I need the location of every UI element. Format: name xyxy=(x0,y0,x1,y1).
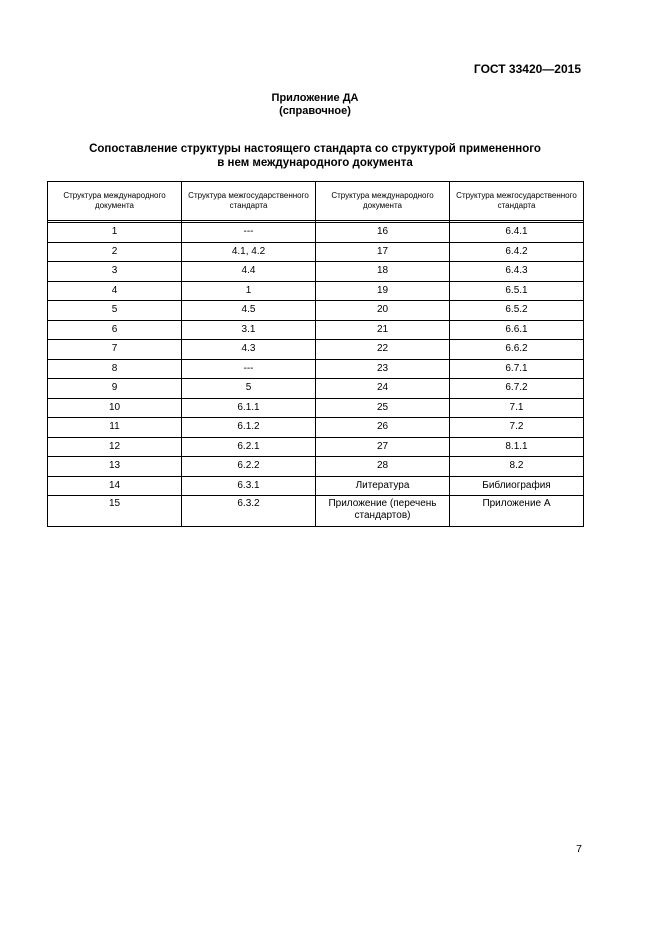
table-cell: 15 xyxy=(48,496,182,527)
table-cell: 9 xyxy=(48,379,182,399)
table-cell: 4.4 xyxy=(182,262,316,282)
header-intl-structure-2: Структура международного документа xyxy=(316,182,450,221)
table-cell: 28 xyxy=(316,457,450,477)
table-cell: 6.7.2 xyxy=(450,379,584,399)
table-cell: 20 xyxy=(316,301,450,321)
table-cell: 4 xyxy=(48,281,182,301)
table-cell: 26 xyxy=(316,418,450,438)
table-cell: 6.7.1 xyxy=(450,359,584,379)
table-title-line-2: в нем международного документа xyxy=(217,157,413,169)
table-row xyxy=(48,242,584,262)
table-body xyxy=(48,223,584,527)
table-cell: 8.1.1 xyxy=(450,437,584,457)
structure-comparison-table xyxy=(47,181,584,527)
table-cell: 6.5.1 xyxy=(450,281,584,301)
table-cell: 7.2 xyxy=(450,418,584,438)
table-cell: 3.1 xyxy=(182,320,316,340)
table-cell: 8 xyxy=(48,359,182,379)
table-row xyxy=(48,418,584,438)
header-interstate-structure-1: Структура межгосударственного стандарта xyxy=(182,182,316,221)
table-cell: Приложение А xyxy=(450,496,584,527)
table-row xyxy=(48,437,584,457)
table-cell: 6.4.1 xyxy=(450,223,584,243)
table-cell: 19 xyxy=(316,281,450,301)
table-cell: 12 xyxy=(48,437,182,457)
table-cell: 6.2.2 xyxy=(182,457,316,477)
table-cell: 7.1 xyxy=(450,398,584,418)
table-title xyxy=(0,142,630,170)
table-cell: 6.6.2 xyxy=(450,340,584,360)
table-cell: 6.6.1 xyxy=(450,320,584,340)
table-cell: 23 xyxy=(316,359,450,379)
table-cell: 8.2 xyxy=(450,457,584,477)
table-row xyxy=(48,340,584,360)
table-row xyxy=(48,359,584,379)
table-cell: 27 xyxy=(316,437,450,457)
table-cell: 25 xyxy=(316,398,450,418)
table-cell: 13 xyxy=(48,457,182,477)
table-cell: 11 xyxy=(48,418,182,438)
table-cell: 7 xyxy=(48,340,182,360)
table-cell: 22 xyxy=(316,340,450,360)
table-cell: 6.3.2 xyxy=(182,496,316,527)
table-cell: 3 xyxy=(48,262,182,282)
header-intl-structure-1: Структура международного документа xyxy=(48,182,182,221)
table-cell: 2 xyxy=(48,242,182,262)
table-cell: 6.4.2 xyxy=(450,242,584,262)
table-cell: 6.4.3 xyxy=(450,262,584,282)
document-code: ГОСТ 33420—2015 xyxy=(473,62,581,76)
appendix-title: Приложение ДА xyxy=(271,92,359,104)
table-row xyxy=(48,262,584,282)
table-cell: --- xyxy=(182,223,316,243)
table-cell: 21 xyxy=(316,320,450,340)
table-cell: 14 xyxy=(48,476,182,496)
table-cell: Библиография xyxy=(450,476,584,496)
table-cell: 1 xyxy=(182,281,316,301)
table-title-line-1: Сопоставление структуры настоящего стандарта со структурой примененного xyxy=(89,143,541,155)
table-cell: 5 xyxy=(48,301,182,321)
table-row xyxy=(48,320,584,340)
table-header-row xyxy=(48,182,584,221)
table-cell: 6 xyxy=(48,320,182,340)
table-cell: 6.5.2 xyxy=(450,301,584,321)
table-row xyxy=(48,457,584,477)
table-cell: 4.5 xyxy=(182,301,316,321)
table-row xyxy=(48,223,584,243)
table-cell: 24 xyxy=(316,379,450,399)
table-row xyxy=(48,476,584,496)
table-cell: 6.1.2 xyxy=(182,418,316,438)
table-cell: 17 xyxy=(316,242,450,262)
table-cell: 4.3 xyxy=(182,340,316,360)
table-cell: 18 xyxy=(316,262,450,282)
table-row xyxy=(48,379,584,399)
table-row xyxy=(48,496,584,527)
table-row xyxy=(48,301,584,321)
table-cell: 1 xyxy=(48,223,182,243)
table-cell: 6.2.1 xyxy=(182,437,316,457)
appendix-heading xyxy=(0,92,630,118)
table-cell: 6.3.1 xyxy=(182,476,316,496)
table-row xyxy=(48,281,584,301)
table-cell: 5 xyxy=(182,379,316,399)
header-interstate-structure-2: Структура межгосударственного стандарта xyxy=(450,182,584,221)
table-cell: Приложение (перечень стандартов) xyxy=(316,496,450,527)
page-number: 7 xyxy=(576,843,582,855)
table-cell: Литература xyxy=(316,476,450,496)
table-cell: 6.1.1 xyxy=(182,398,316,418)
table-cell: --- xyxy=(182,359,316,379)
table-cell: 16 xyxy=(316,223,450,243)
table-cell: 10 xyxy=(48,398,182,418)
appendix-subtitle: (справочное) xyxy=(279,105,351,117)
table-row xyxy=(48,398,584,418)
table-cell: 4.1, 4.2 xyxy=(182,242,316,262)
